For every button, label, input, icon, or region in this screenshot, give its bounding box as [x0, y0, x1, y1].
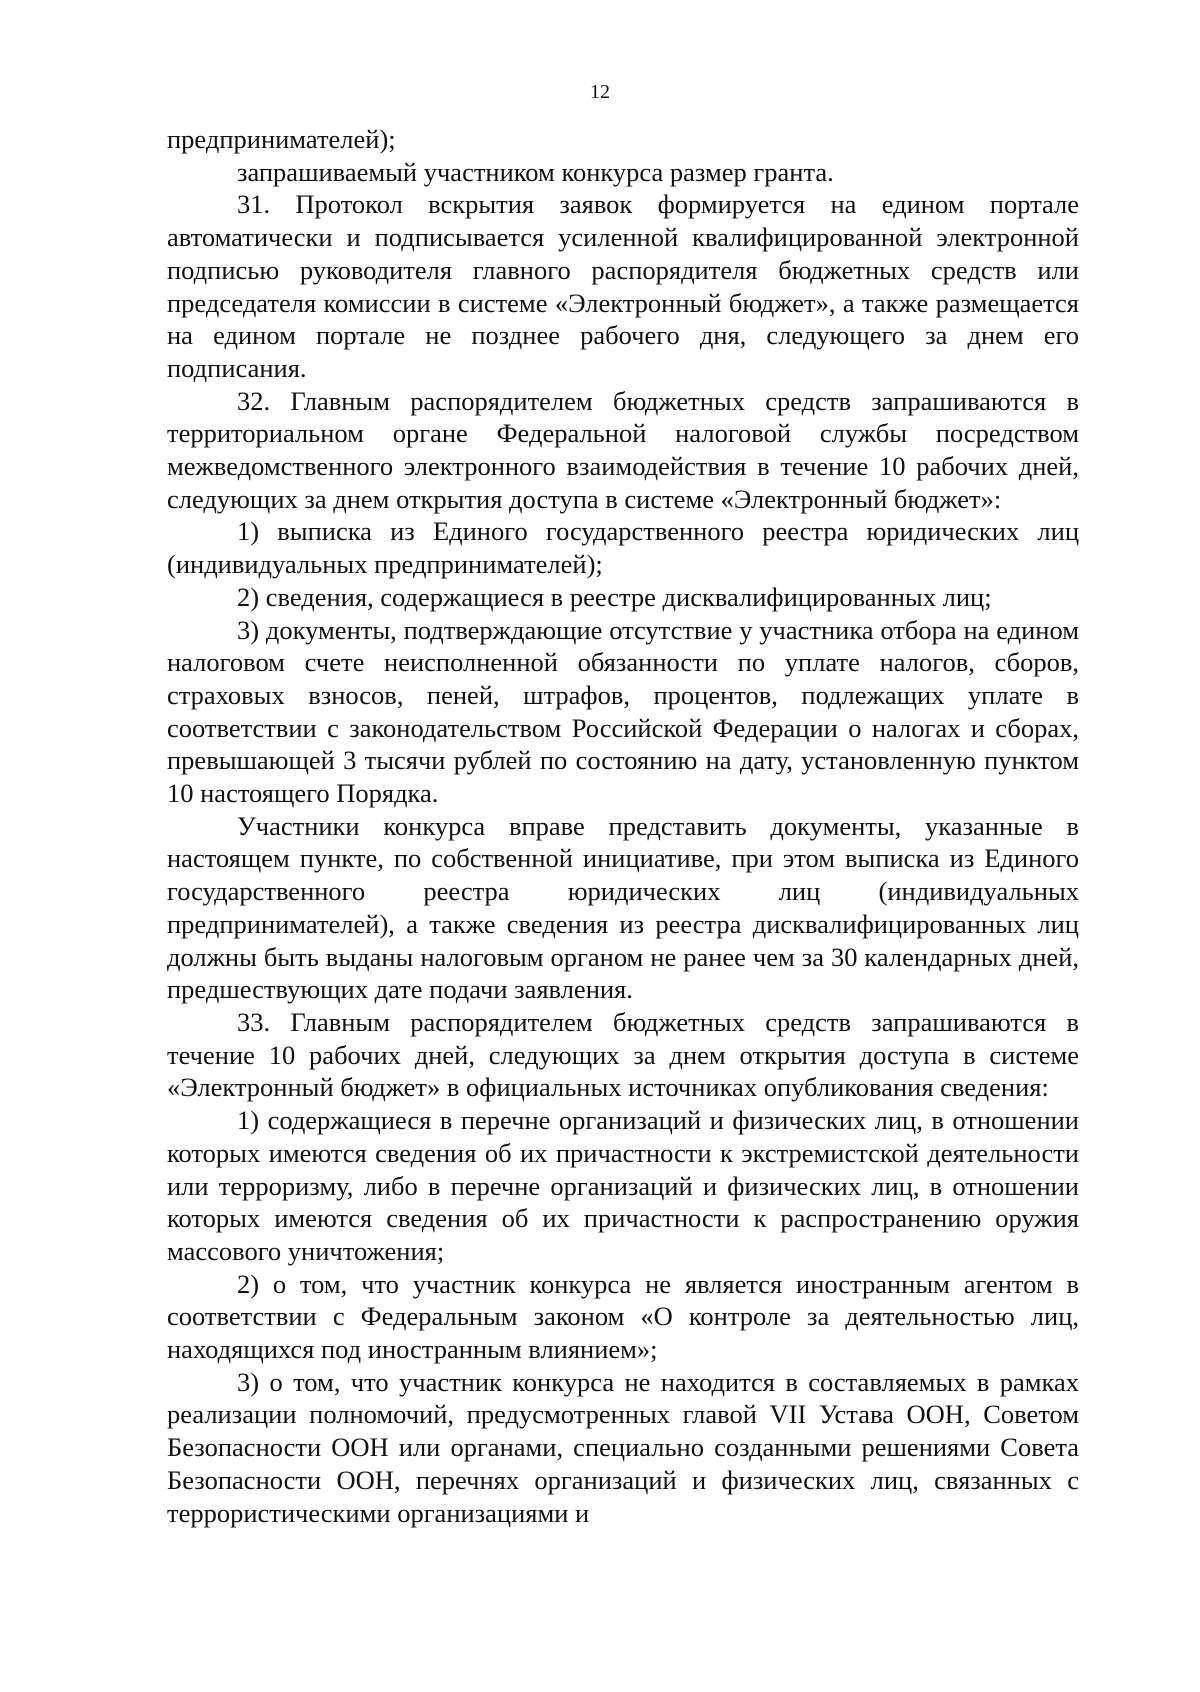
- paragraph-item-32-3: 3) документы, подтверждающие отсутствие у участника отбора на едином налоговом счете неисполненной обязанности по уплате налогов, сборов, страховых взносов, пеней, штрафов, процентов, подлежащих уплате в соответствии с законодательством Российской Федерации о налогах и сборах, превышающей 3 тысячи рублей по состоянию на дату, установленную пунктом 10 настоящего Порядка.: [167, 614, 1079, 809]
- paragraph-item-31: 31. Протокол вскрытия заявок формируется на едином портале автоматически и подписывается усиленной квалифицированной электронной подписью руководителя главного распорядителя бюджетных средств или председателя комиссии в системе «Электронный бюджет», а также размещается на едином портале не позднее рабочего дня, следующего за днем его подписания.: [167, 189, 1079, 383]
- paragraph-grant-size: запрашиваемый участником конкурса размер гранта.: [237, 156, 834, 187]
- paragraph-item-32-1: 1) выписка из Единого государственного реестра юридических лиц (индивидуальных предпринимателей);: [167, 516, 1079, 580]
- document-body: [167, 123, 1079, 1529]
- paragraph-participants-right: Участники конкурса вправе представить документы, указанные в настоящем пункте, по собственной инициативе, при этом выписка из Единого государственного реестра юридических лиц (индивидуальных предпринимателей), а также сведения из реестра дисквалифицированных лиц должны быть выданы налоговым органом не ранее чем за 30 календарных дней, предшествующих дате подачи заявления.: [167, 810, 1079, 1005]
- page-number: 12: [590, 81, 610, 103]
- paragraph-item-33-1: 1) содержащиеся в перечне организаций и физических лиц, в отношении которых имеются сведения об их причастности к экстремистской деятельности или терроризму, либо в перечне организаций и физических лиц, в отношении которых имеются сведения об их причастности к распространению оружия массового уничтожения;: [167, 1105, 1079, 1266]
- paragraph-item-33-3: 3) о том, что участник конкурса не находится в составляемых в рамках реализации полномочий, предусмотренных главой VII Устава ООН, Советом Безопасности ООН или органами, специально созданными решениями Совета Безопасности ООН, перечнях организаций и физических лиц, связанных с террористическими организациями и: [167, 1366, 1079, 1528]
- paragraph-item-33: 33. Главным распорядителем бюджетных средств запрашиваются в течение 10 рабочих дней, следующих за днем открытия доступа в системе «Электронный бюджет» в официальных источниках опубликования сведения:: [167, 1006, 1079, 1103]
- paragraph-item-33-2: 2) о том, что участник конкурса не является иностранным агентом в соответствии с Федеральным законом «О контроле за деятельностью лиц, находящихся под иностранным влиянием»;: [167, 1268, 1079, 1365]
- paragraph-item-32-2: 2) сведения, содержащиеся в реестре дисквалифицированных лиц;: [237, 581, 992, 612]
- paragraph-continuation: предпринимателей);: [167, 124, 396, 154]
- paragraph-item-32: 32. Главным распорядителем бюджетных средств запрашиваются в территориальном органе Федеральной налоговой службы посредством межведомственного электронного взаимодействия в течение 10 рабочих дней, следующих за днем открытия доступа в системе «Электронный бюджет»:: [167, 385, 1079, 514]
